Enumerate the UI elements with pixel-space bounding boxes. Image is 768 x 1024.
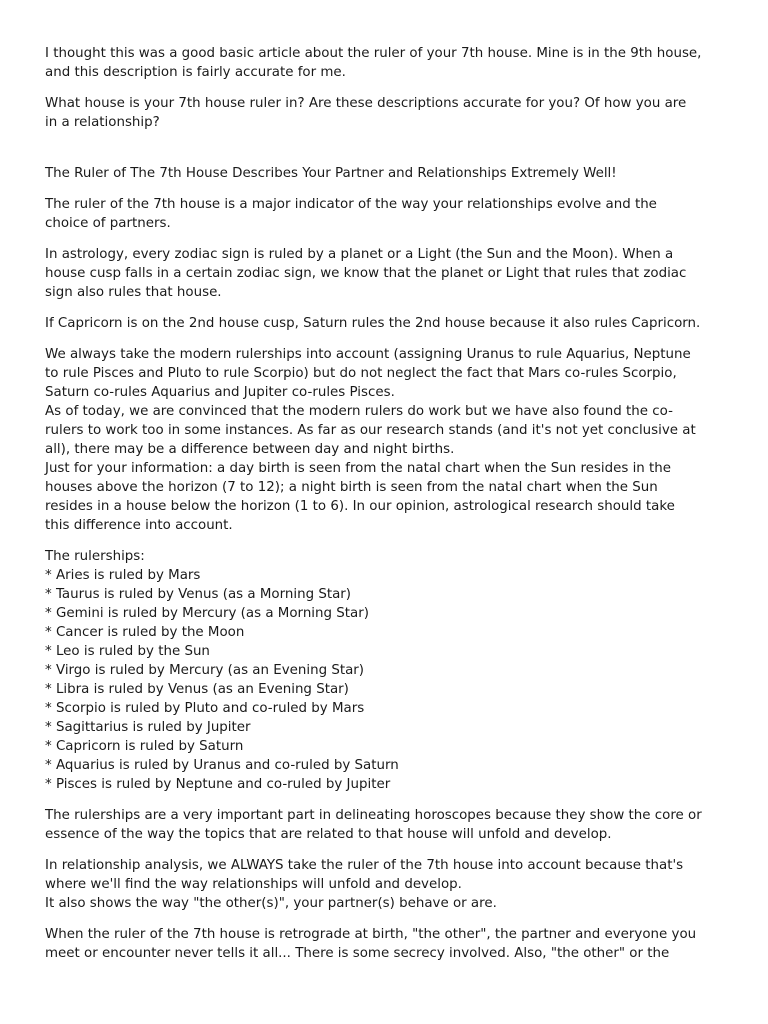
list-item: * Aries is ruled by Mars [45, 568, 201, 583]
text-line: meet or encounter never tells it all... There is some secrecy involved. Also, "the other" or the [45, 946, 670, 961]
paragraph-relationship-analysis [45, 856, 725, 913]
text-line: I thought this was a good basic article about the ruler of your 7th house. Mine is in the 9th house, [45, 46, 702, 61]
paragraph-capricorn-example [45, 314, 725, 333]
text-line: The Ruler of The 7th House Describes Your Partner and Relationships Extremely Well! [45, 166, 617, 181]
text-line: house cusp falls in a certain zodiac sign, we know that the planet or Light that rules that zodiac [45, 266, 687, 281]
list-item: * Taurus is ruled by Venus (as a Morning Star) [45, 587, 352, 602]
text-line: to rule Pisces and Pluto to rule Scorpio) but do not neglect the fact that Mars co-rules Scorpio, [45, 366, 677, 381]
text-line: rulers to work too in some instances. As far as our research stands (and it's not yet conclusive at [45, 423, 696, 438]
text-line: houses above the horizon (7 to 12); a night birth is seen from the natal chart when the Sun [45, 480, 658, 495]
text-line: When the ruler of the 7th house is retrograde at birth, "the other", the partner and everyone you [45, 927, 697, 942]
text-line: In astrology, every zodiac sign is ruled by a planet or a Light (the Sun and the Moon). When a [45, 247, 674, 262]
text-line: In relationship analysis, we ALWAYS take the ruler of the 7th house into account because that's [45, 858, 684, 873]
text-line: all), there may be a difference between day and night births. [45, 442, 455, 457]
text-line: The rulerships are a very important part in delineating horoscopes because they show the core or [45, 808, 702, 823]
text-line: sign also rules that house. [45, 285, 222, 300]
list-item: * Virgo is ruled by Mercury (as an Evening Star) [45, 663, 365, 678]
text-line: What house is your 7th house ruler in? Are these descriptions accurate for you? Of how you are [45, 96, 687, 111]
paragraph-rulerships-importance [45, 806, 725, 844]
list-item: * Scorpio is ruled by Pluto and co-ruled by Mars [45, 701, 365, 716]
paragraph-ruler-indicator [45, 195, 725, 233]
rulerships-list-section [45, 547, 725, 794]
text-line: We always take the modern rulerships into account (assigning Uranus to rule Aquarius, Neptune [45, 347, 691, 362]
text-line: choice of partners. [45, 216, 171, 231]
list-item: * Capricorn is ruled by Saturn [45, 739, 244, 754]
paragraph-intro [45, 44, 725, 82]
text-line: and this description is fairly accurate for me. [45, 65, 346, 80]
text-line: essence of the way the topics that are related to that house will unfold and develop. [45, 827, 612, 842]
text-line: Just for your information: a day birth is seen from the natal chart when the Sun resides in the [45, 461, 672, 476]
text-line: The ruler of the 7th house is a major indicator of the way your relationships evolve and the [45, 197, 657, 212]
text-line: this difference into account. [45, 518, 233, 533]
list-item: * Sagittarius is ruled by Jupiter [45, 720, 251, 735]
article-title [45, 164, 725, 183]
rulerships-list [45, 566, 725, 794]
text-line: As of today, we are convinced that the modern rulers do work but we have also found the co- [45, 404, 673, 419]
list-item: * Pisces is ruled by Neptune and co-ruled by Jupiter [45, 777, 391, 792]
list-item: * Aquarius is ruled by Uranus and co-ruled by Saturn [45, 758, 399, 773]
text-line: resides in a house below the horizon (1 to 6). In our opinion, astrological research should take [45, 499, 675, 514]
list-item: * Cancer is ruled by the Moon [45, 625, 245, 640]
rulerships-heading: The rulerships: [45, 549, 145, 564]
paragraph-modern-rulerships [45, 345, 725, 535]
paragraph-zodiac-rulers [45, 245, 725, 302]
paragraph-question [45, 94, 725, 132]
list-item: * Libra is ruled by Venus (as an Evening Star) [45, 682, 349, 697]
list-item: * Leo is ruled by the Sun [45, 644, 210, 659]
text-line: in a relationship? [45, 115, 160, 130]
paragraph-retrograde [45, 925, 725, 963]
list-item: * Gemini is ruled by Mercury (as a Morning Star) [45, 606, 369, 621]
text-line: where we'll find the way relationships will unfold and develop. [45, 877, 462, 892]
document-page [45, 44, 725, 975]
text-line: It also shows the way "the other(s)", your partner(s) behave or are. [45, 896, 497, 911]
text-line: If Capricorn is on the 2nd house cusp, Saturn rules the 2nd house because it also rules Capricorn. [45, 316, 701, 331]
text-line: Saturn co-rules Aquarius and Jupiter co-rules Pisces. [45, 385, 395, 400]
